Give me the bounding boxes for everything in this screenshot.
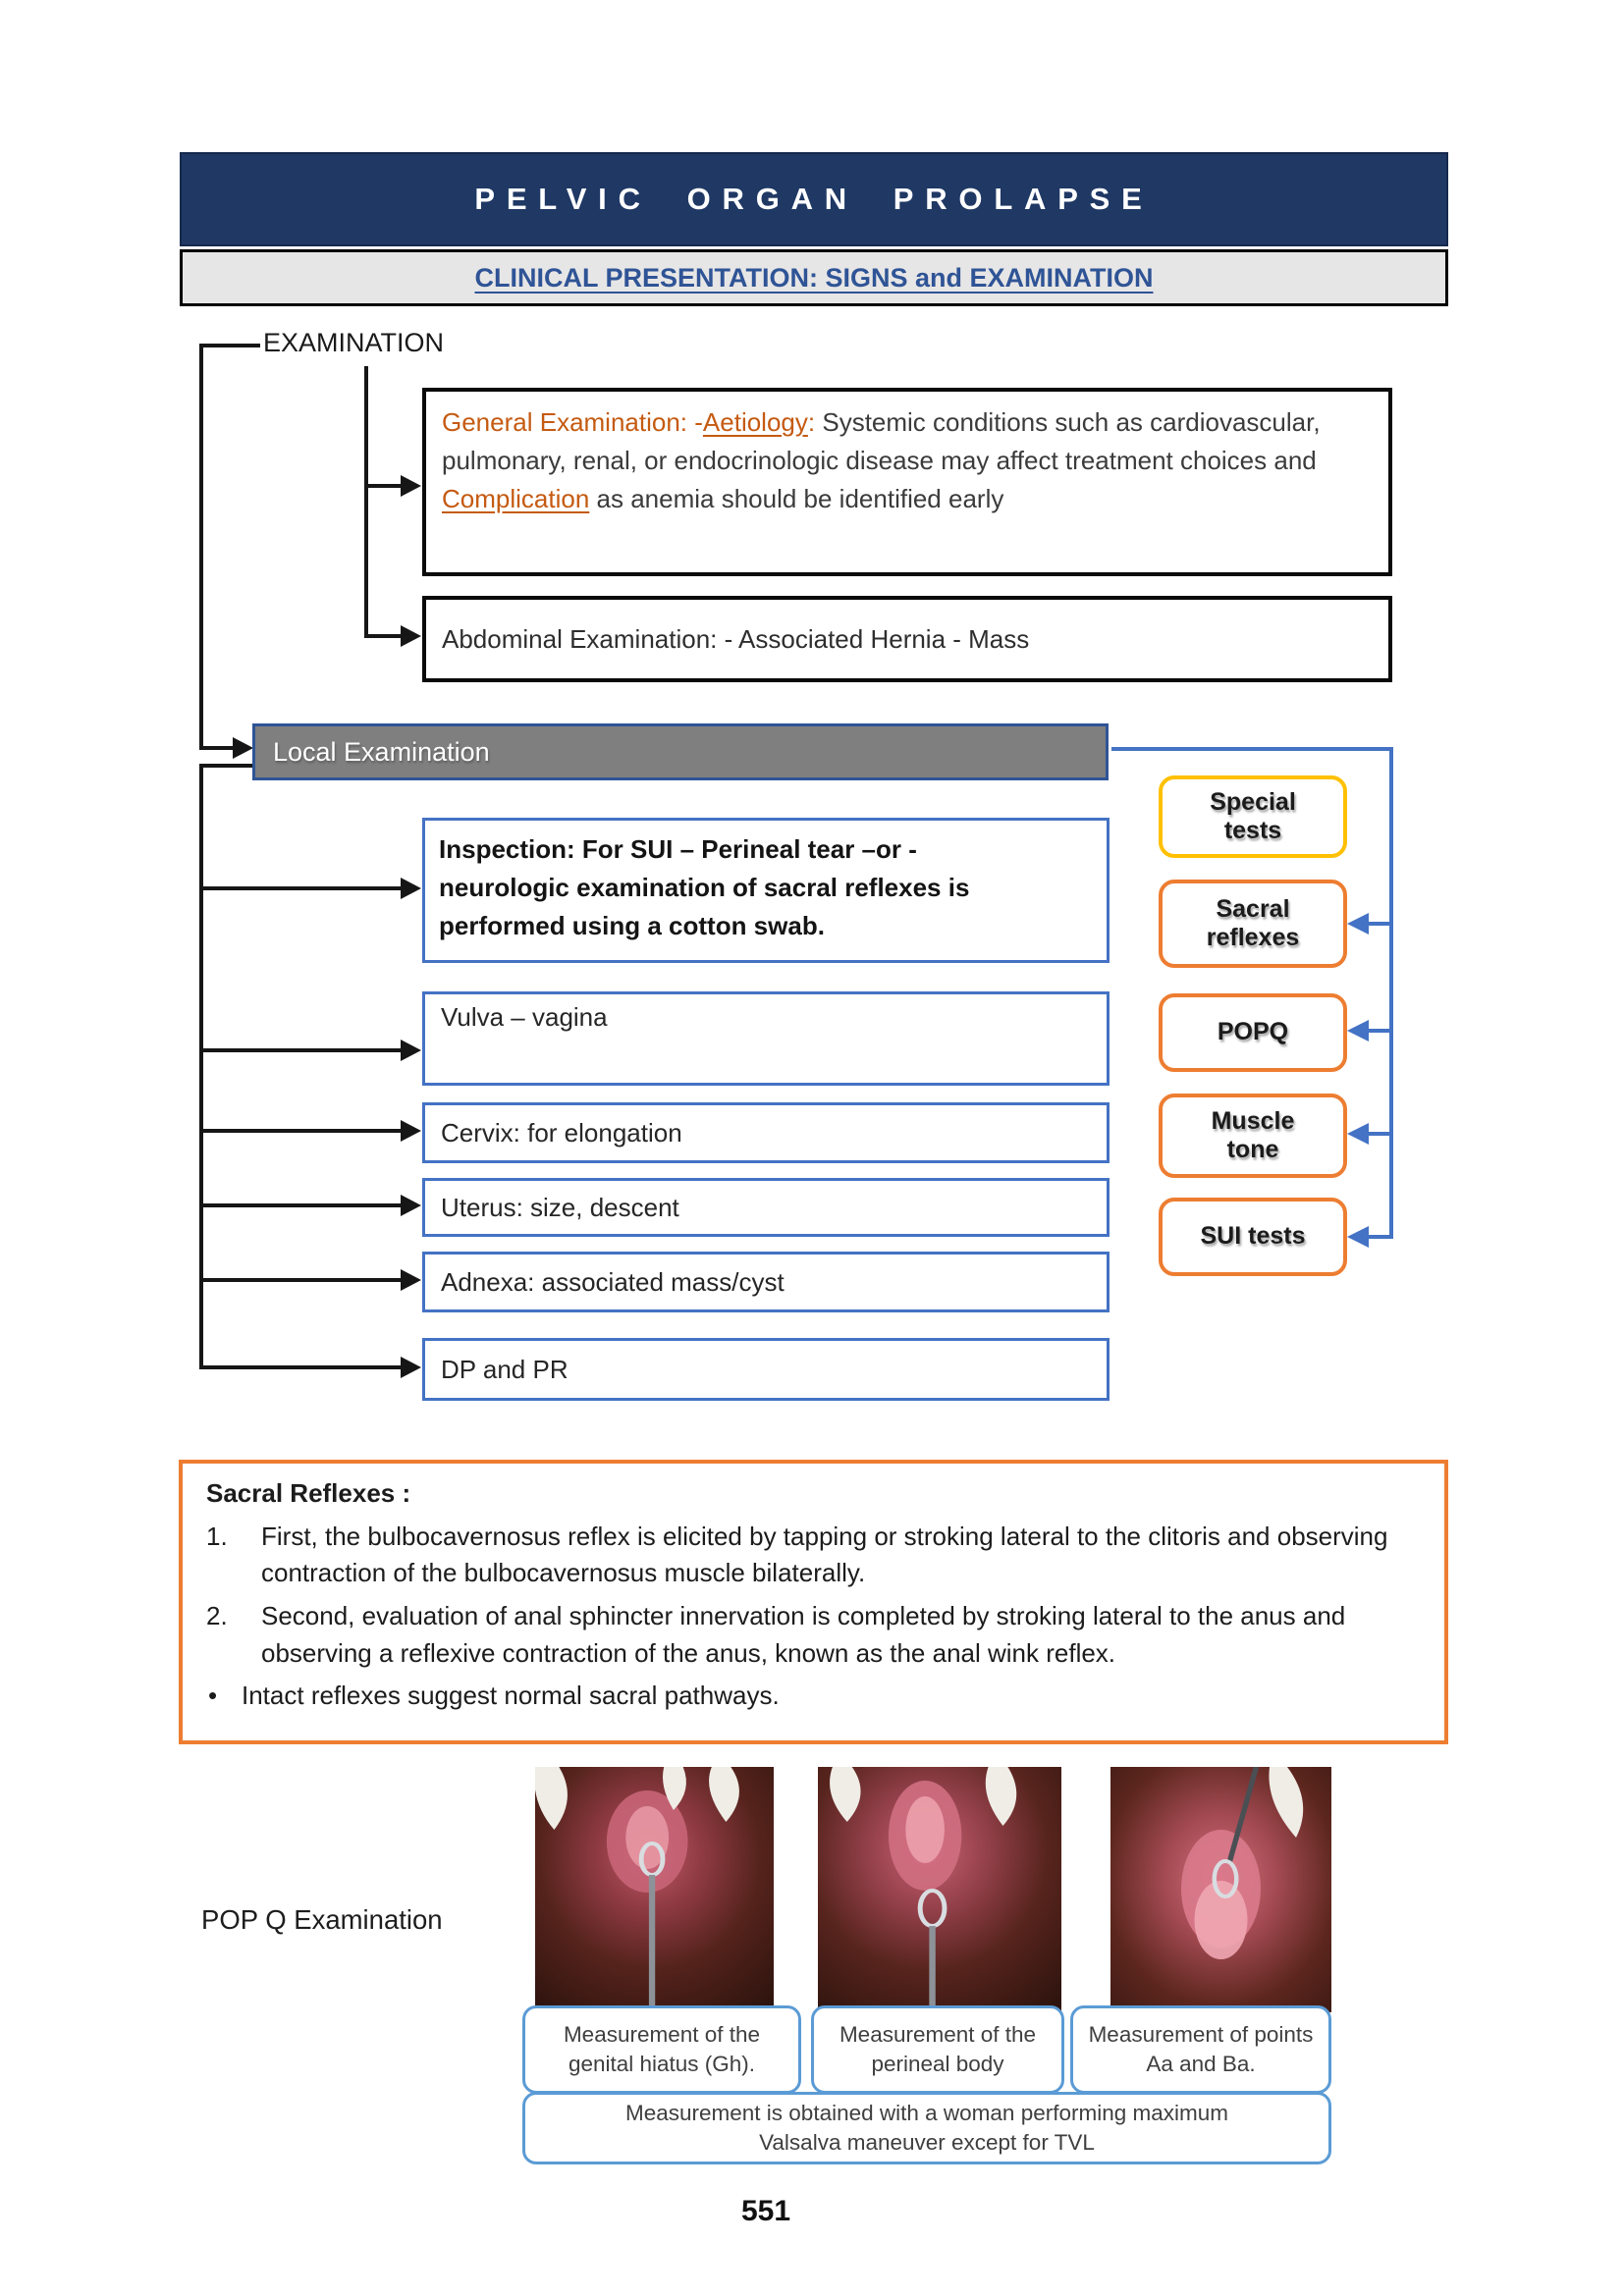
arrowhead-adnexa	[401, 1269, 421, 1291]
connector-special-hline	[1111, 747, 1393, 751]
aetiology-link: Aetiology	[702, 407, 808, 437]
arrowhead-general-examination	[401, 475, 421, 497]
uterus-box	[422, 1178, 1110, 1237]
sacral-reflexes-note	[179, 1460, 1448, 1744]
local-examination-label: Local Examination	[273, 736, 490, 767]
sacral-reflexes-item-1	[206, 1519, 1421, 1592]
connector-dp-line	[201, 1365, 403, 1369]
connector-sui-line	[1369, 1235, 1393, 1239]
list-marker: 1.	[206, 1521, 228, 1551]
local-examination-header	[252, 723, 1109, 780]
title-bar	[180, 152, 1448, 246]
vulva-text: Vulva – vagina	[441, 1002, 608, 1032]
connector-adnexa-line	[201, 1278, 403, 1282]
general-examination-lead: General Examination:	[442, 407, 695, 437]
list-marker: 2.	[206, 1601, 228, 1631]
connector-local-stub	[199, 764, 254, 768]
arrowhead-cervix	[401, 1120, 421, 1142]
examination-root-label: EXAMINATION	[263, 328, 445, 357]
page-number: 551	[740, 2195, 791, 2227]
connector-general-line	[364, 484, 403, 488]
clinical-photo-illustration	[1110, 1767, 1331, 2012]
list-marker: •	[208, 1681, 218, 1711]
clinical-photo-illustration	[818, 1767, 1061, 2012]
general-examination-box	[422, 388, 1392, 576]
connector-exam-vline	[364, 366, 368, 638]
inspection-box	[422, 818, 1110, 963]
sui-tests-box: SUI tests	[1159, 1198, 1347, 1276]
adnexa-text: Adnexa: associated mass/cyst	[441, 1266, 785, 1297]
cervix-text: Cervix: for elongation	[441, 1117, 682, 1148]
connector-root-vline	[199, 344, 203, 750]
arrowhead-dp-pr	[401, 1357, 421, 1378]
arrowhead-inspection	[401, 878, 421, 899]
cervix-box	[422, 1102, 1110, 1163]
arrowhead-sui-tests	[1347, 1226, 1369, 1248]
dp-pr-text: DP and PR	[441, 1354, 568, 1384]
subtitle-bar	[180, 249, 1448, 306]
popq-photo-perineal-body	[818, 1767, 1061, 2012]
sacral-reflexes-box: Sacral reflexes	[1159, 880, 1347, 968]
caption-genital-hiatus: Measurement of the genital hiatus (Gh).	[522, 2005, 801, 2094]
caption-points-aa-ba: Measurement of points Aa and Ba.	[1070, 2005, 1331, 2094]
caption-perineal-body: Measurement of the perineal body	[811, 2005, 1064, 2094]
popq-section-label: POP Q Examination	[201, 1904, 443, 1935]
arrowhead-uterus	[401, 1195, 421, 1216]
popq-box: POPQ	[1159, 993, 1347, 1072]
popq-photo-points-aa-ba	[1110, 1767, 1331, 2012]
sacral-reflexes-item-2	[206, 1598, 1421, 1672]
arrowhead-sacral-reflexes	[1347, 913, 1369, 934]
arrowhead-muscle-tone	[1347, 1123, 1369, 1145]
list-text: Second, evaluation of anal sphincter innervation is completed by stroking lateral to the anus and observing a reflexive contraction of the anus, known as the anal wink reflex.	[261, 1601, 1346, 1668]
connector-popq-line	[1369, 1029, 1393, 1033]
connector-abdominal-line	[364, 634, 403, 638]
arrowhead-popq	[1347, 1020, 1369, 1041]
muscle-tone-box: Muscle tone	[1159, 1094, 1347, 1178]
general-examination-body-1: Systemic conditions such as cardiovascular, pulmonary, renal, or endocrinologic disease may affect treatment choices and	[442, 407, 1321, 475]
sacral-reflexes-item-3	[206, 1678, 1421, 1715]
popq-photo-genital-hiatus	[535, 1767, 774, 2012]
general-examination-colon: :	[807, 407, 816, 437]
abdominal-examination-box	[422, 596, 1392, 682]
general-examination-body-2: as anemia should be identified early	[589, 484, 1004, 513]
list-text: Intact reflexes suggest normal sacral pathways.	[242, 1681, 780, 1711]
connector-inspection-line	[201, 886, 403, 890]
vulva-box	[422, 991, 1110, 1086]
connector-local-line	[199, 746, 235, 750]
popq-footnote: Measurement is obtained with a woman performing maximum Valsalva maneuver except for TVL	[522, 2092, 1331, 2164]
special-tests-box: Special tests	[1159, 775, 1347, 858]
abdominal-examination-text: Abdominal Examination: - Associated Hernia - Mass	[442, 623, 1030, 654]
connector-special-vline	[1389, 747, 1393, 1239]
list-text: First, the bulbocavernosus reflex is elicited by tapping or stroking lateral to the clitoris and observing contraction of the bulbocavernosus muscle bilaterally.	[261, 1521, 1388, 1588]
connector-root-bracket	[199, 344, 260, 347]
dp-pr-box	[422, 1338, 1110, 1401]
sacral-reflexes-title: Sacral Reflexes :	[206, 1478, 411, 1508]
page-title: PELVIC ORGAN PROLAPSE	[474, 182, 1154, 216]
arrowhead-vulva	[401, 1040, 421, 1061]
connector-uterus-line	[201, 1203, 403, 1207]
connector-vulva-line	[201, 1048, 403, 1052]
adnexa-box	[422, 1252, 1110, 1312]
connector-muscle-line	[1369, 1132, 1393, 1136]
complication-link: Complication	[442, 484, 590, 513]
connector-sacral-line	[1369, 922, 1393, 926]
arrowhead-abdominal-examination	[401, 625, 421, 647]
inspection-text: Inspection: For SUI – Perineal tear –or - neurologic examination of sacral reflexes is performed using a cotton swab.	[439, 834, 970, 940]
arrowhead-local-examination	[233, 737, 253, 759]
clinical-photo-illustration	[535, 1767, 774, 2012]
connector-cervix-line	[201, 1129, 403, 1133]
uterus-text: Uterus: size, descent	[441, 1192, 679, 1222]
general-examination-dash: -	[694, 407, 703, 437]
page-subtitle: CLINICAL PRESENTATION: SIGNS and EXAMINATION	[474, 262, 1154, 293]
